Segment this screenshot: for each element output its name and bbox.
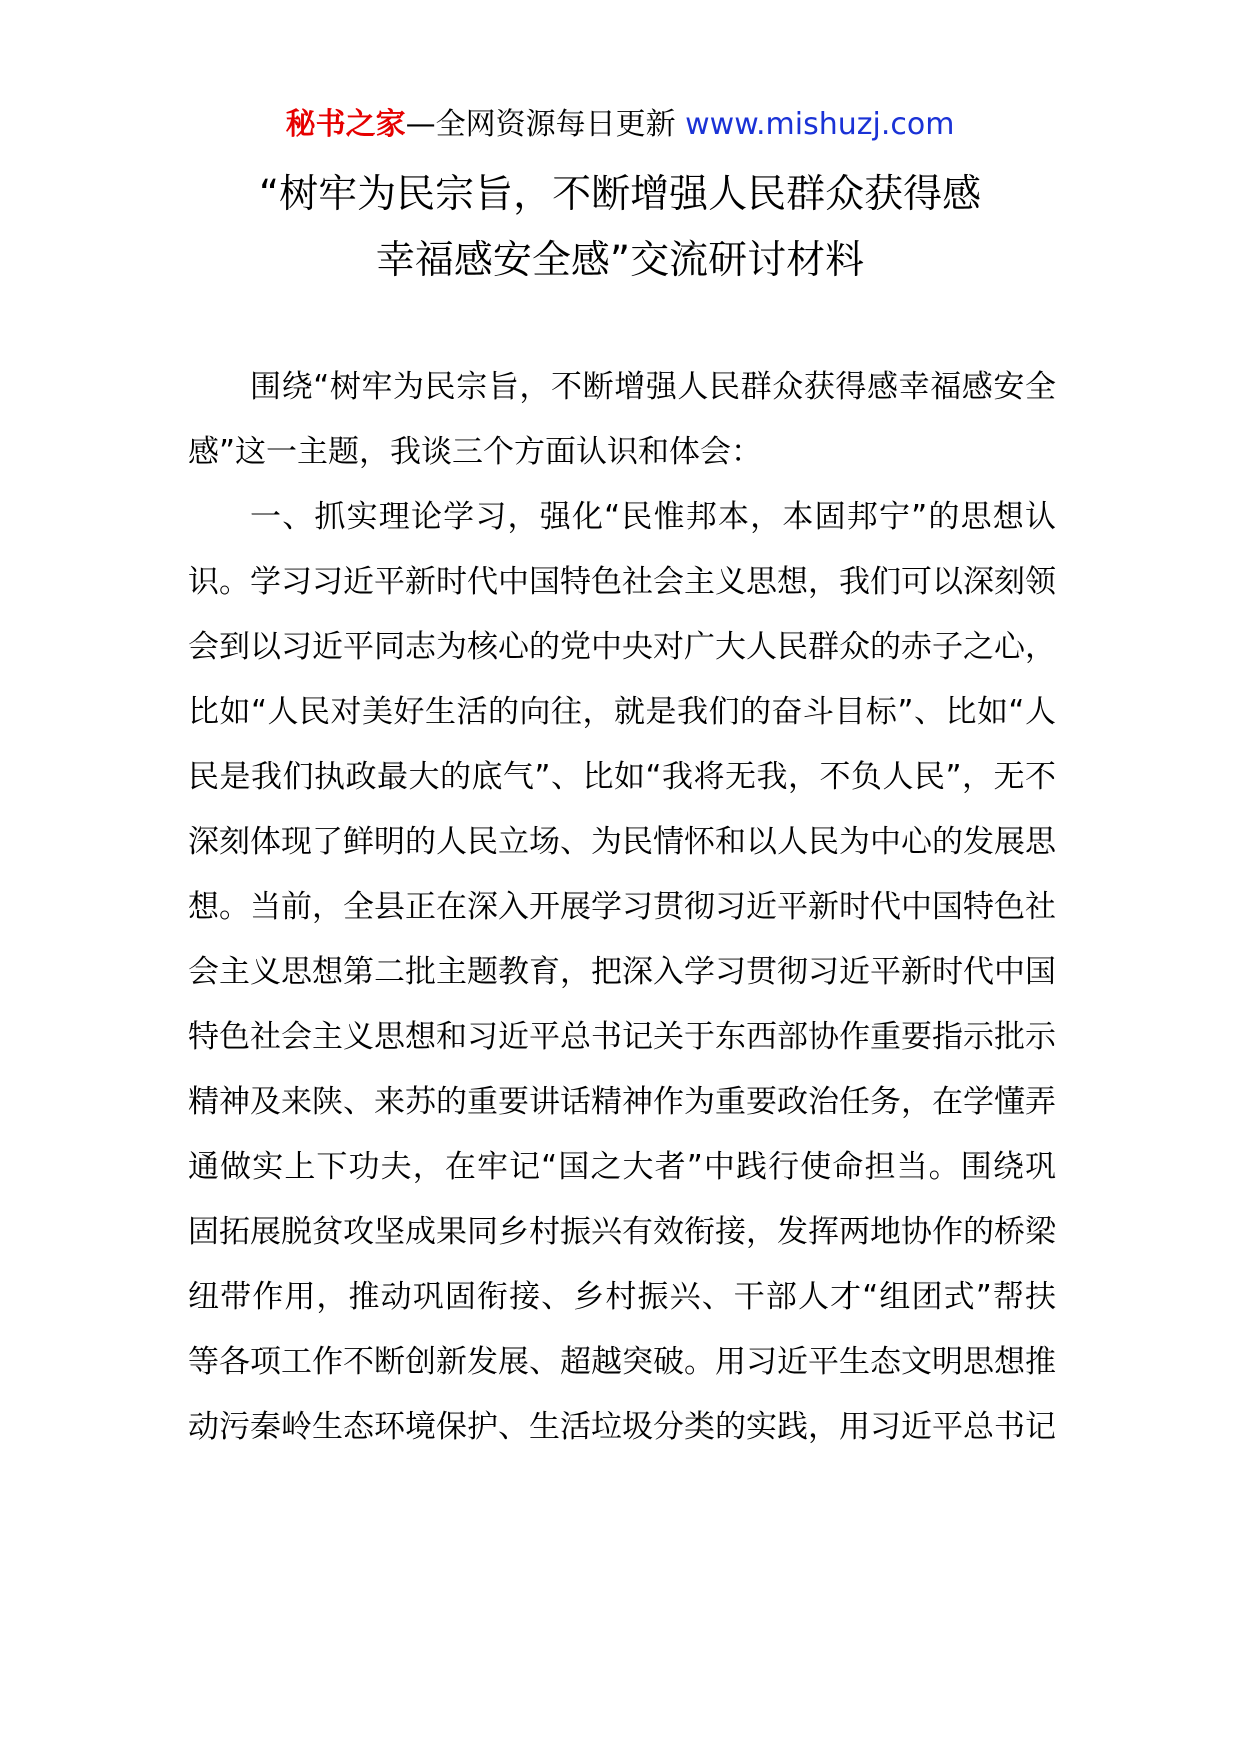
document-body	[188, 355, 1056, 1460]
title-line-1: “树牢为民宗旨，不断增强人民群众获得感	[258, 172, 982, 217]
intro-paragraph: 围绕“树牢为民宗旨，不断增强人民群众获得感幸福感安全感”这一主题，我谈三个方面认识和体会：	[188, 369, 1056, 470]
brand-name: 秘书之家	[285, 107, 406, 142]
title-line-2: 幸福感安全感”交流研讨材料	[375, 238, 865, 283]
site-banner	[0, 100, 1240, 150]
document-title	[140, 162, 1100, 294]
section-one-paragraph: 一、抓实理论学习，强化“民惟邦本，本固邦宁”的思想认识。学习习近平新时代中国特色社会主义思想，我们可以深刻领会到以习近平同志为核心的党中央对广大人民群众的赤子之心，比如“人民对美好生活的向往，就是我们的奋斗目标”、比如“人民是我们执政最大的底气”、比如“我将无我，不负人民”，无不深刻体现了鲜明的人民立场、为民情怀和以人民为中心的发展思想。当前，全县正在深入开展学习贯彻习近平新时代中国特色社会主义思想第二批主题教育，把深入学习贯彻习近平新时代中国特色社会主义思想和习近平总书记关于东西部协作重要指示批示精神及来陕、来苏的重要讲话精神作为重要政治任务，在学懂弄通做实上下功夫，在牢记“国之大者”中践行使命担当。围绕巩固拓展脱贫攻坚成果同乡村振兴有效衔接，发挥两地协作的桥梁纽带作用，推动巩固衔接、乡村振兴、干部人才“组团式”帮扶等各项工作不断创新发展、超越突破。用习近平生态文明思想推动污秦岭生态环境保护、生活垃圾分类的实践，用习近平总书记	[188, 499, 1056, 1445]
banner-tagline: —全网资源每日更新	[405, 107, 676, 142]
site-url[interactable]: www.mishuzj.com	[685, 107, 955, 142]
